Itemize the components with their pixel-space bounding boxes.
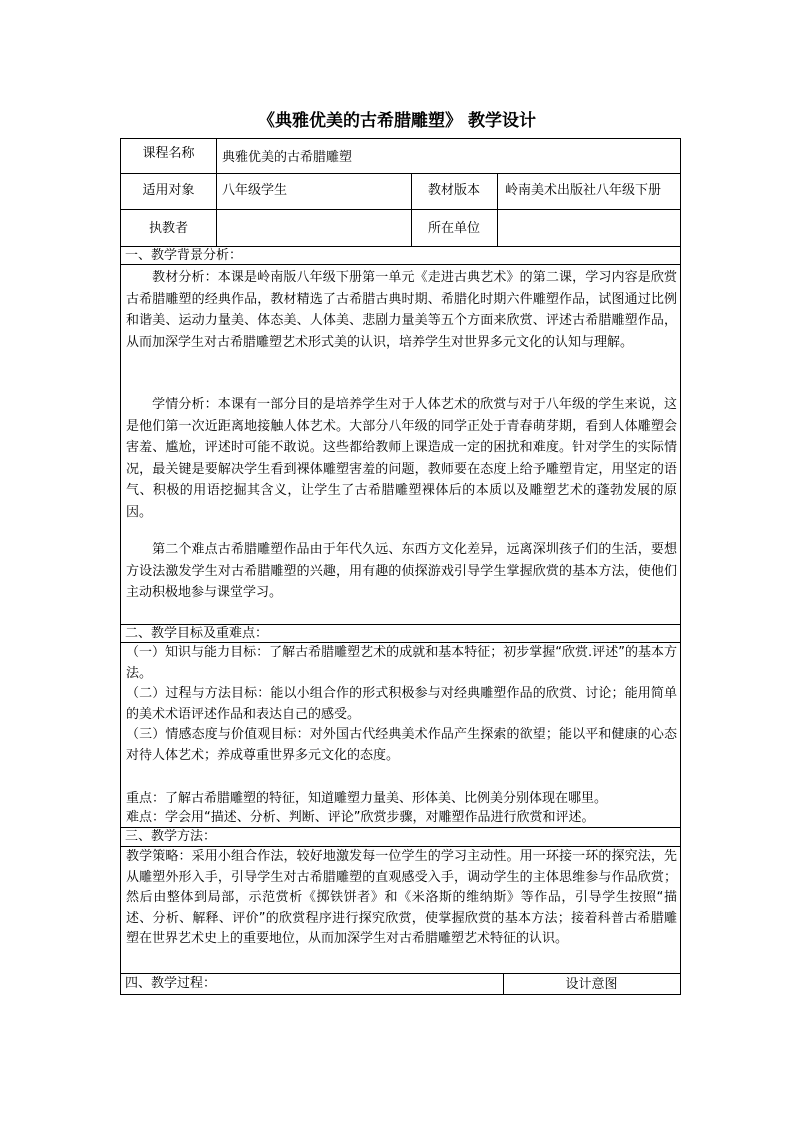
page-title: 《典雅优美的古希腊雕塑》 教学设计 [258, 111, 536, 131]
textbook-analysis-text: 教材分析：本课是岭南版八年级下册第一单元《走进古典艺术》的第二课，学习内容是欣赏古希腊雕塑的经典作品，教材精选了古希腊古典时期、希腊化时期六件雕塑作品，试图通过比例和谐美、运动力量美、体态美、人体美、悲剧力量美等五个方面来欣赏、评述古希腊雕塑作品，从而加深学生对古希腊雕塑艺术形式美的认识，培养学生对世界多元文化的认知与理解。 [126, 270, 677, 350]
unit-label: 所在单位 [427, 221, 480, 236]
audience-value: 八年级学生 [222, 183, 288, 198]
difficult-point: 难点：学会用“描述、分析、判断、评论”欣赏步骤，对雕塑作品进行欣赏和评述。 [126, 810, 595, 825]
student-analysis [126, 394, 677, 523]
edition-label: 教材版本 [427, 183, 480, 198]
key-point: 重点：了解古希腊雕塑的特征，知道雕塑力量美、形体美、比例美分别体现在哪里。 [126, 791, 608, 806]
row-divider [121, 973, 680, 974]
row-divider [121, 173, 680, 174]
goal-process: （二）过程与方法目标：能以小组合作的形式积极参与对经典雕塑作品的欣赏、讨论；能用简单的美术术语评述作品和表达自己的感受。 [126, 686, 677, 722]
teacher-label: 执教者 [148, 221, 188, 236]
design-intent-heading: 设计意图 [565, 977, 618, 992]
col-divider [216, 139, 217, 246]
row-divider [121, 209, 680, 210]
lesson-plan-table [120, 138, 681, 995]
col-divider [497, 173, 498, 246]
course-name-label: 课程名称 [142, 146, 195, 161]
methods-heading: 三、教学方法： [125, 829, 217, 844]
goal-knowledge: （一）知识与能力目标：了解古希腊雕塑艺术的成就和基本特征；初步掌握“欣赏.评述”的基本方法。 [126, 645, 677, 681]
goals-heading: 二、教学目标及重难点： [125, 626, 269, 641]
teaching-strategy: 教学策略：采用小组合作法，较好地激发每一位学生的学习主动性。用一环接一环的探究法，先从雕塑外形入手，引导学生对古希腊雕塑的直观感受入手，调动学生的主体思维参与作品欣赏；然后由整体到局部，示范赏析《掷铁饼者》和《米洛斯的维纳斯》等作品，引导学生按照“描述、分析、解释、评价”的欣赏程序进行探究欣赏，使掌握欣赏的基本方法；接着科普古希腊雕塑在世界艺术史上的重要地位，从而加深学生对古希腊雕塑艺术特征的认识。 [126, 849, 677, 946]
edition-value: 岭南美术出版社八年级下册 [505, 183, 662, 198]
difficulty-analysis-text: 第二个难点古希腊雕塑作品由于年代久远、东西方文化差异，远离深圳孩子们的生活，要想方设法激发学生对古希腊雕塑的兴趣，用有趣的侦探游戏引导学生掌握欣赏的基本方法，使他们主动积极地参与课堂学习。 [126, 542, 677, 600]
course-name-value: 典雅优美的古希腊雕塑 [222, 150, 353, 165]
background-heading: 一、教学背景分析： [125, 248, 243, 263]
goal-attitude: （三）情感态度与价值观目标：对外国古代经典美术作品产生探索的欲望；能以平和健康的心态对待人体艺术；养成尊重世界多元文化的态度。 [126, 727, 677, 763]
difficulty-analysis [126, 539, 677, 604]
textbook-analysis [126, 267, 677, 353]
audience-label: 适用对象 [142, 183, 195, 198]
student-analysis-text: 学情分析：本课有一部分目的是培养学生对于人体艺术的欣赏与对于八年级的学生来说，这是他们第一次近距离地接触人体艺术。大部分八年级的同学正处于青春萌芽期，看到人体雕塑会害羞、尴尬，评述时可能不敢说。这些都给教师上课造成一定的困扰和难度。针对学生的实际情况，最关键是要解决学生看到裸体雕塑害羞的问题，教师要在态度上给予雕塑肯定，用坚定的语气、积极的用语挖掘其含义，让学生了古希腊雕塑裸体后的本质以及雕塑艺术的蓬勃发展的原因。 [126, 397, 677, 520]
process-heading: 四、教学过程： [125, 976, 217, 991]
